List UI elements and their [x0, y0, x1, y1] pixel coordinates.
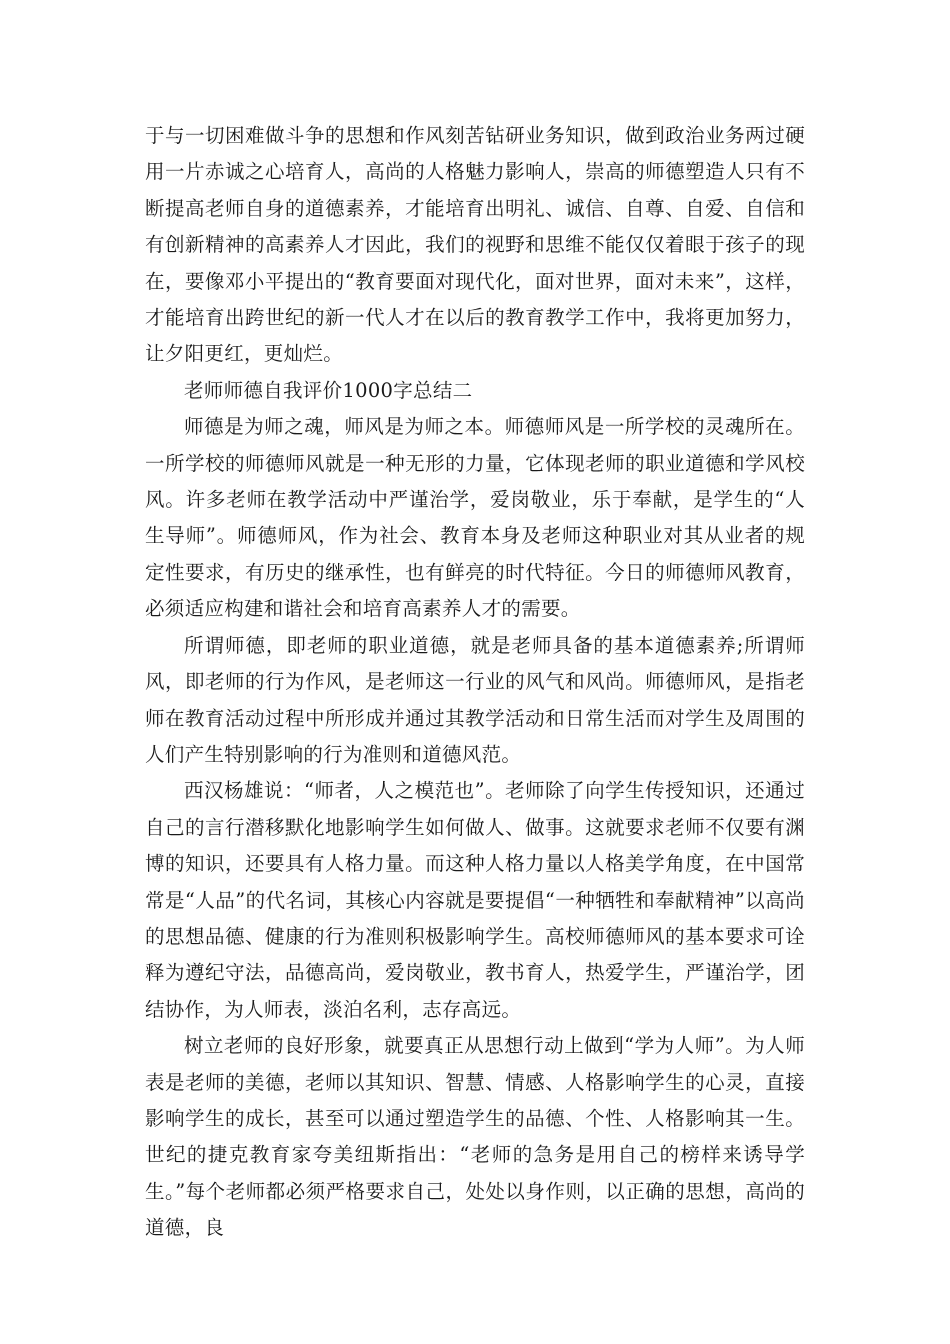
paragraph: 树立老师的良好形象，就要真正从思想行动上做到“学为人师”。为人师表是老师的美德，老师以其知识、智慧、情感、人格影响学生的心灵，直接影响学生的成长，甚至可以通过塑造学生的品德、个性、人格影响其一生。世纪的捷克教育家夸美纽斯指出：“老师的急务是用自己的榜样来诱导学生。”每个老师都必须严格要求自己，处处以身作则，以正确的思想，高尚的道德，良 — [145, 1034, 805, 1240]
section-heading: 老师师德自我评价1000字总结二 — [184, 378, 473, 402]
document-body — [145, 118, 805, 1247]
paragraph: 师德是为师之魂，师风是为师之本。师德师风是一所学校的灵魂所在。一所学校的师德师风就是一种无形的力量，它体现老师的职业道德和学风校风。许多老师在教学活动中严谨治学，爱岗敬业，乐于奉献，是学生的“人生导师”。师德师风，作为社会、教育本身及老师这种职业对其从业者的规定性要求，有历史的继承性，也有鲜亮的时代特征。今日的师德师风教育，必须适应构建和谐社会和培育高素养人才的需要。 — [145, 415, 805, 621]
paragraph: 西汉杨雄说：“师者，人之模范也”。老师除了向学生传授知识，还通过自己的言行潜移默化地影响学生如何做人、做事。这就要求老师不仅要有渊博的知识，还要具有人格力量。而这种人格力量以人格美学角度，在中国常常是“人品”的代名词，其核心内容就是要提倡“一种牺牲和奉献精神”以高尚的思想品德、健康的行为准则积极影响学生。高校师德师风的基本要求可诠释为遵纪守法，品德高尚，爱岗敬业，教书育人，热爱学生，严谨治学，团结协作，为人师表，淡泊名利，志存高远。 — [145, 779, 805, 1021]
paragraph-continuation: 于与一切困难做斗争的思想和作风刻苦钻研业务知识，做到政治业务两过硬用一片赤诚之心培育人，高尚的人格魅力影响人，崇高的师德塑造人只有不断提高老师自身的道德素养，才能培育出明礼、诚信、自尊、自爱、自信和有创新精神的高素养人才因此，我们的视野和思维不能仅仅着眼于孩子的现在，要像邓小平提出的“教育要面对现代化，面对世界，面对未来”，这样，才能培育出跨世纪的新一代人才在以后的教育教学工作中，我将更加努力，让夕阳更红，更灿烂。 — [145, 124, 805, 366]
paragraph: 所谓师德，即老师的职业道德，就是老师具备的基本道德素养;所谓师风，即老师的行为作风，是老师这一行业的风气和风尚。师德师风，是指老师在教育活动过程中所形成并通过其教学活动和日常生活而对学生及周围的人们产生特别影响的行为准则和道德风范。 — [145, 633, 805, 766]
